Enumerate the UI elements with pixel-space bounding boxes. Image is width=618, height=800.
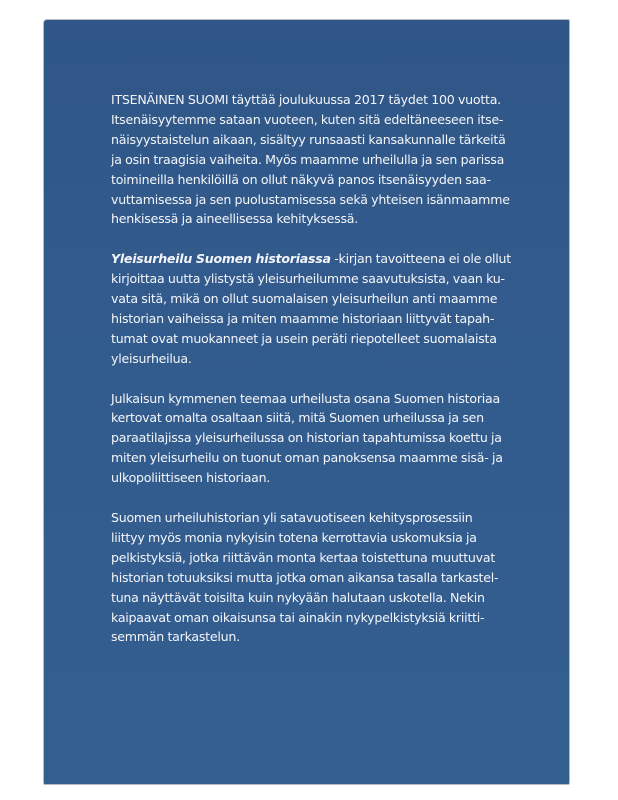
paragraph-4 xyxy=(111,508,541,647)
text-line: tuna näyttävät toisilta kuin nykyään halutaan uskotella. Nekin xyxy=(111,589,485,605)
text-line: liittyy myös monia nykyisin totena kerrottavia uskomuksia ja xyxy=(111,529,477,545)
text-line: Itsenäisyytemme sataan vuoteen, kuten sitä edeltäneeseen itse- xyxy=(111,111,504,127)
cover-blurb xyxy=(111,90,541,667)
book-back-cover xyxy=(44,20,569,784)
text-line: näisyystaistelun aikaan, sisältyy runsaasti kansakunnalle tärkeitä xyxy=(111,131,506,147)
text-line: vata sitä, mikä on ollut suomalaisen yleisurheilun anti maamme xyxy=(111,291,498,307)
paragraph-2 xyxy=(111,249,541,368)
text-fragment: -kirjan tavoitteena ei ole ollut xyxy=(330,251,511,267)
text-line: tumat ovat muokanneet ja usein peräti riepotelleet suomalaista xyxy=(111,330,497,346)
text-line: pelkistyksiä, jotka riittävän monta kertaa toistettuna muuttuvat xyxy=(111,549,496,565)
paragraph-3 xyxy=(111,389,541,489)
text-line xyxy=(111,249,541,269)
text-line: ulkopoliittiseen historiaan. xyxy=(111,470,271,486)
text-line: ITSENÄINEN SUOMI täyttää joulukuussa 2017 täydet 100 vuotta. xyxy=(111,92,501,107)
text-line: historian vaiheissa ja miten maamme historiaan liittyvät tapah- xyxy=(111,310,495,326)
book-title: Yleisurheilu Suomen historiassa xyxy=(111,251,331,267)
text-line: vuttamisessa ja sen puolustamisessa sekä yhteisen isänmaamme xyxy=(111,191,510,207)
text-line: Julkaisun kymmenen teemaa urheilusta osana Suomen historiaa xyxy=(111,390,500,406)
text-line: henkisessä ja aineellisessa kehityksessä. xyxy=(111,211,358,227)
text-line: kaipaavat oman oikaisunsa tai ainakin nykypelkistyksiä kriitti- xyxy=(111,609,485,625)
text-line: kirjoittaa uutta ylistystä yleisurheilumme saavutuksista, vaan ku- xyxy=(111,271,505,287)
text-line: semmän tarkastelun. xyxy=(111,629,240,645)
text-line: yleisurheilua. xyxy=(111,350,192,366)
text-line: miten yleisurheilu on tuonut oman panoksensa maamme sisä- ja xyxy=(111,450,503,466)
text-line: kertovat omalta osaltaan siitä, mitä Suomen urheilussa ja sen xyxy=(111,410,484,426)
text-line: paraatilajissa yleisurheilussa on historian tapahtumissa koettu ja xyxy=(111,430,502,446)
paragraph-1 xyxy=(111,90,541,229)
text-line: toimineilla henkilöillä on ollut näkyvä panos itsenäisyyden saa- xyxy=(111,171,491,187)
text-line: historian totuuksiksi mutta jotka oman aikansa tasalla tarkastel- xyxy=(111,569,499,585)
text-line: Suomen urheiluhistorian yli satavuotiseen kehitysprosessiin xyxy=(111,509,473,525)
text-line: ja osin traagisia vaiheita. Myös maamme urheilulla ja sen parissa xyxy=(111,151,505,167)
